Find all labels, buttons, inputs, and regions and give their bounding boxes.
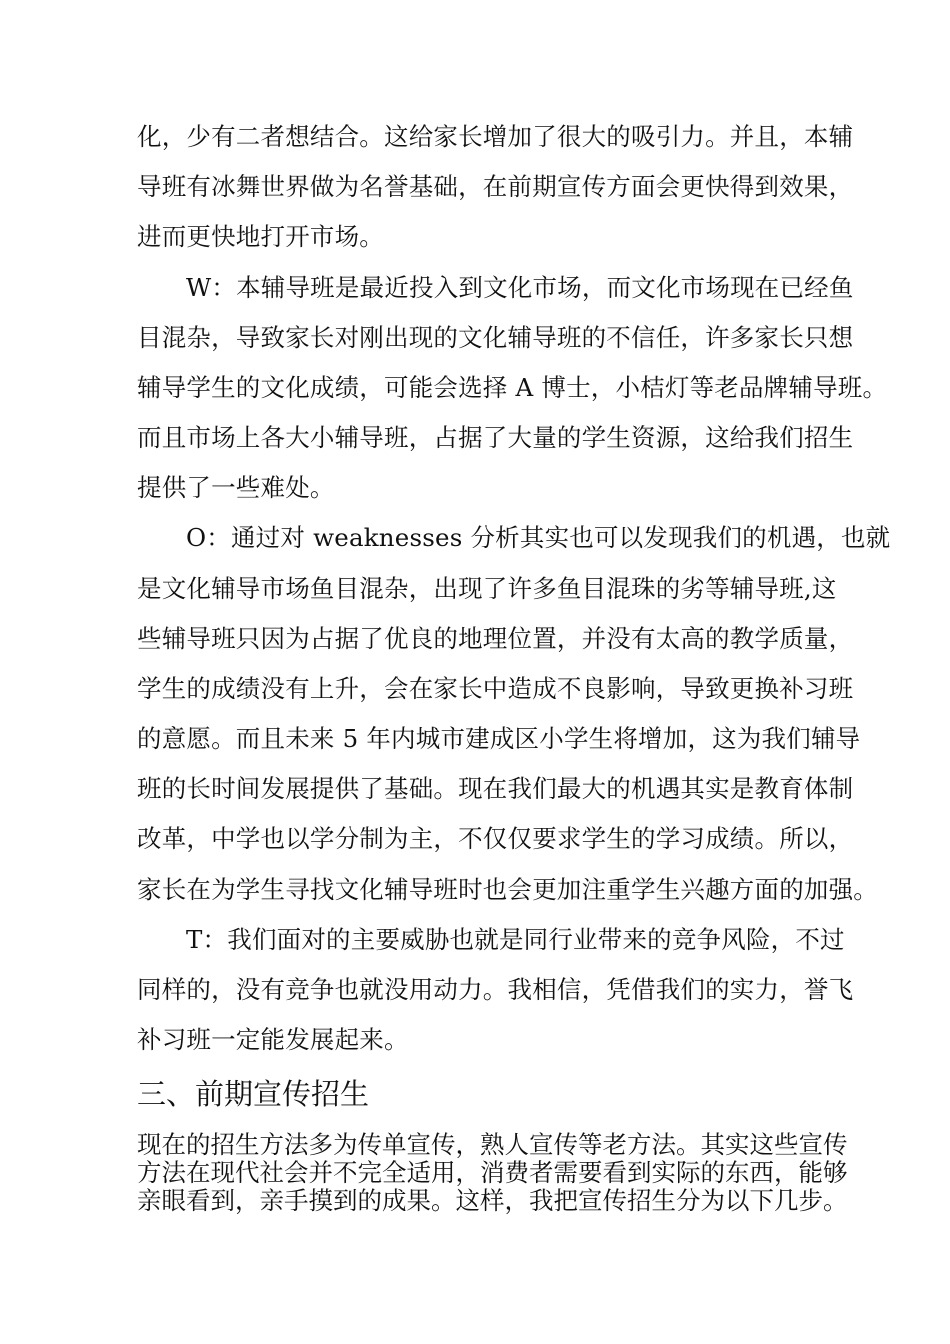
text-line: 补习班一定能发展起来。: [137, 1025, 409, 1054]
text-line: 亲眼看到，亲手摸到的成果。这样，我把宣传招生分为以下几步。: [137, 1186, 848, 1215]
text-line: 现在的招生方法多为传单宣传，熟人宣传等老方法。其实这些宣传: [137, 1130, 848, 1159]
text-line: 而且市场上各大小辅导班，占据了大量的学生资源，这给我们招生: [137, 423, 854, 452]
text-line: 些辅导班只因为占据了优良的地理位置，并没有太高的教学质量，: [137, 624, 854, 653]
text-line: 学生的成绩没有上升，会在家长中造成不良影响，导致更换补习班: [137, 674, 854, 703]
text-line: 进而更快地打开市场。: [137, 222, 384, 251]
text-line: 化，少有二者想结合。这给家长增加了很大的吸引力。并且，本辅: [137, 122, 854, 151]
text-line: 同样的，没有竞争也就没用动力。我相信，凭借我们的实力，誉飞: [137, 975, 854, 1004]
text-line: 辅导学生的文化成绩，可能会选择 A 博士，小桔灯等老品牌辅导班。: [137, 373, 888, 402]
text-line: 提供了一些难处。: [137, 473, 335, 502]
text-line: T：我们面对的主要威胁也就是同行业带来的竞争风险，不过: [186, 925, 845, 954]
text-line: W：本辅导班是最近投入到文化市场，而文化市场现在已经鱼: [186, 273, 854, 302]
text-line: 改革，中学也以学分制为主，不仅仅要求学生的学习成绩。所以，: [137, 824, 854, 853]
text-line: 的意愿。而且未来 5 年内城市建成区小学生将增加，这为我们辅导: [137, 724, 861, 753]
text-line: 是文化辅导市场鱼目混杂，出现了许多鱼目混珠的劣等辅导班,这: [137, 574, 837, 603]
text-line: 班的长时间发展提供了基础。现在我们最大的机遇其实是教育体制: [137, 774, 854, 803]
text-line: O：通过对 weaknesses 分析其实也可以发现我们的机遇，也就: [186, 523, 891, 552]
section-heading: 三、前期宣传招生: [137, 1077, 370, 1111]
text-line: 方法在现代社会并不完全适用，消费者需要看到实际的东西，能够: [137, 1158, 848, 1187]
text-line: 家长在为学生寻找文化辅导班时也会更加注重学生兴趣方面的加强。: [137, 875, 878, 904]
text-line: 目混杂，导致家长对刚出现的文化辅导班的不信任，许多家长只想: [137, 323, 854, 352]
text-line: 导班有冰舞世界做为名誉基础，在前期宣传方面会更快得到效果，: [137, 172, 854, 201]
